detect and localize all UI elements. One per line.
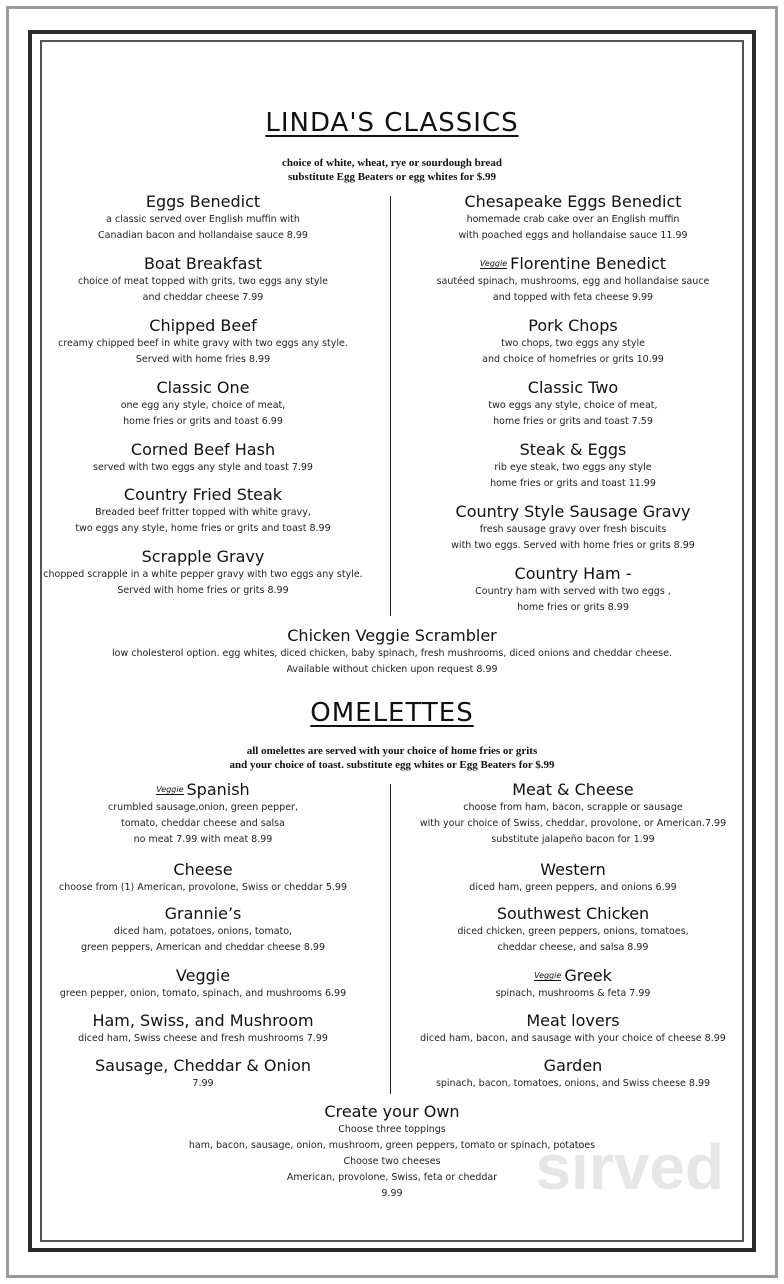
item-desc: cheddar cheese, and salsa 8.99 bbox=[497, 942, 649, 953]
item-name bbox=[408, 254, 738, 274]
item-name: Chicken Veggie Scrambler bbox=[287, 626, 497, 645]
menu-item bbox=[408, 192, 738, 244]
item-desc: home fries or grits and toast 6.99 bbox=[123, 416, 283, 427]
omelettes-left-column bbox=[38, 780, 368, 1100]
item-name: Country Ham - bbox=[514, 564, 632, 583]
item-desc: spinach, mushrooms & feta 7.99 bbox=[495, 988, 651, 999]
item-desc: two chops, two eggs any style bbox=[501, 338, 645, 349]
item-desc: ham, bacon, sausage, onion, mushroom, green peppers, tomato or spinach, potatoes bbox=[188, 1140, 596, 1151]
item-desc: two eggs any style, home fries or grits and toast 8.99 bbox=[75, 523, 331, 534]
item-name-text: Florentine Benedict bbox=[510, 254, 667, 273]
item-desc: and choice of homefries or grits 10.99 bbox=[482, 354, 664, 365]
item-name: Ham, Swiss, and Mushroom bbox=[92, 1011, 314, 1030]
item-desc: served with two eggs any style and toast 7.99 bbox=[93, 462, 313, 473]
item-name: Boat Breakfast bbox=[143, 254, 263, 273]
item-desc: home fries or grits and toast 11.99 bbox=[490, 478, 656, 489]
veggie-badge: Veggie bbox=[156, 785, 184, 794]
menu-item bbox=[38, 316, 368, 368]
menu-item bbox=[38, 966, 368, 1002]
classics-right-column bbox=[408, 192, 738, 612]
menu-item bbox=[38, 1011, 368, 1047]
menu-item bbox=[38, 860, 368, 896]
item-desc: creamy chipped beef in white gravy with two eggs any style. bbox=[58, 338, 348, 349]
item-name-text: Spanish bbox=[186, 780, 250, 799]
item-name: Eggs Benedict bbox=[145, 192, 261, 211]
menu-item bbox=[38, 904, 368, 956]
item-desc: sautéed spinach, mushrooms, egg and hollandaise sauce bbox=[436, 276, 710, 287]
menu-item bbox=[408, 1056, 738, 1092]
menu-item bbox=[408, 860, 738, 896]
item-name: Steak & Eggs bbox=[519, 440, 627, 459]
item-desc: Served with home fries or grits 8.99 bbox=[117, 585, 289, 596]
omelettes-title: OMELETTES bbox=[310, 698, 474, 728]
item-desc: Breaded beef fritter topped with white gravy, bbox=[95, 507, 311, 518]
item-desc: tomato, cheddar cheese and salsa bbox=[121, 818, 285, 829]
menu-item bbox=[408, 254, 738, 306]
item-name-text: Greek bbox=[564, 966, 612, 985]
item-desc: American, provolone, Swiss, feta or cheddar bbox=[286, 1172, 498, 1183]
item-desc: with poached eggs and hollandaise sauce 11.99 bbox=[458, 230, 688, 241]
menu-item bbox=[408, 904, 738, 956]
menu-item bbox=[408, 378, 738, 430]
item-name: Garden bbox=[543, 1056, 603, 1075]
item-name: Country Fried Steak bbox=[123, 485, 283, 504]
item-desc: chopped scrapple in a white pepper gravy with two eggs any style. bbox=[43, 569, 363, 580]
item-name bbox=[38, 780, 368, 800]
classics-title: LINDA'S CLASSICS bbox=[265, 108, 519, 138]
item-desc: and topped with feta cheese 9.99 bbox=[492, 292, 654, 303]
item-desc: Canadian bacon and hollandaise sauce 8.99 bbox=[98, 230, 308, 241]
item-name: Sausage, Cheddar & Onion bbox=[94, 1056, 312, 1075]
item-desc: and cheddar cheese 7.99 bbox=[142, 292, 264, 303]
item-name: Western bbox=[540, 860, 606, 879]
item-name: Scrapple Gravy bbox=[141, 547, 265, 566]
veggie-badge: Veggie bbox=[479, 259, 508, 268]
item-desc: with two eggs. Served with home fries or grits 8.99 bbox=[451, 540, 695, 551]
item-desc: green pepper, onion, tomato, spinach, and mushrooms 6.99 bbox=[59, 988, 347, 999]
item-name: Country Style Sausage Gravy bbox=[455, 502, 691, 521]
item-desc: green peppers, American and cheddar cheese 8.99 bbox=[80, 942, 326, 953]
classics-divider bbox=[390, 196, 391, 616]
menu-item bbox=[408, 502, 738, 554]
item-desc: crumbled sausage,onion, green pepper, bbox=[108, 802, 298, 813]
item-name: Corned Beef Hash bbox=[130, 440, 276, 459]
menu-item bbox=[38, 780, 368, 848]
item-name: Cheese bbox=[173, 860, 233, 879]
item-desc: Country ham with served with two eggs , bbox=[475, 586, 671, 597]
item-name: Veggie bbox=[175, 966, 231, 985]
item-name: Classic Two bbox=[527, 378, 619, 397]
menu-item bbox=[38, 192, 368, 244]
item-name: Meat & Cheese bbox=[512, 780, 634, 799]
menu-item bbox=[408, 564, 738, 616]
classics-intro-1: choice of white, wheat, rye or sourdough bread bbox=[282, 157, 502, 169]
menu-item bbox=[408, 966, 738, 1002]
item-desc: fresh sausage gravy over fresh biscuits bbox=[479, 524, 667, 535]
item-desc: diced ham, Swiss cheese and fresh mushrooms 7.99 bbox=[78, 1033, 328, 1044]
item-desc: Choose three toppings bbox=[338, 1124, 446, 1135]
menu-item bbox=[38, 254, 368, 306]
item-desc: diced ham, potatoes, onions, tomato, bbox=[113, 926, 293, 937]
item-desc: low cholesterol option. egg whites, diced chicken, baby spinach, fresh mushrooms, diced onions and cheddar cheese. bbox=[112, 648, 672, 659]
menu-item bbox=[38, 547, 368, 599]
item-desc: a classic served over English muffin with bbox=[106, 214, 300, 225]
item-desc: one egg any style, choice of meat, bbox=[120, 400, 286, 411]
item-desc: rib eye steak, two eggs any style bbox=[494, 462, 652, 473]
menu-item bbox=[408, 1011, 738, 1047]
item-desc: diced chicken, green peppers, onions, tomatoes, bbox=[457, 926, 689, 937]
item-desc: Available without chicken upon request 8.99 bbox=[286, 664, 498, 675]
item-desc: diced ham, green peppers, and onions 6.99 bbox=[469, 882, 677, 893]
item-name: Chipped Beef bbox=[149, 316, 257, 335]
item-name: Meat lovers bbox=[526, 1011, 620, 1030]
classics-left-column bbox=[38, 192, 368, 612]
item-desc: Served with home fries 8.99 bbox=[135, 354, 271, 365]
veggie-badge: Veggie bbox=[534, 971, 562, 980]
item-name bbox=[408, 966, 738, 986]
omelettes-intro-1: all omelettes are served with your choice of home fries or grits bbox=[246, 745, 538, 757]
create-your-own bbox=[0, 1102, 784, 1202]
item-desc: Choose two cheeses bbox=[343, 1156, 441, 1167]
menu-item bbox=[408, 780, 738, 848]
item-desc: two eggs any style, choice of meat, bbox=[488, 400, 658, 411]
item-desc: 7.99 bbox=[192, 1078, 214, 1089]
item-name: Pork Chops bbox=[528, 316, 618, 335]
item-desc: choose from (1) American, provolone, Swiss or cheddar 5.99 bbox=[58, 882, 347, 893]
item-desc: with your choice of Swiss, cheddar, provolone, or American.7.99 bbox=[419, 818, 727, 829]
menu-item bbox=[38, 440, 368, 476]
omelettes-right-column bbox=[408, 780, 738, 1100]
menu-item bbox=[408, 440, 738, 492]
item-desc: home fries or grits and toast 7.59 bbox=[493, 416, 653, 427]
omelettes-divider bbox=[390, 784, 391, 1094]
item-desc: homemade crab cake over an English muffin bbox=[466, 214, 680, 225]
item-desc: choice of meat topped with grits, two eggs any style bbox=[77, 276, 329, 287]
menu-item bbox=[408, 316, 738, 368]
omelettes-intro-2: and your choice of toast. substitute egg whites or Egg Beaters for $.99 bbox=[229, 759, 555, 771]
menu-item bbox=[38, 485, 368, 537]
item-name: Create your Own bbox=[324, 1102, 460, 1121]
item-desc: choose from ham, bacon, scrapple or sausage bbox=[463, 802, 683, 813]
item-name: Chesapeake Eggs Benedict bbox=[464, 192, 682, 211]
menu-item bbox=[38, 1056, 368, 1092]
item-desc: no meat 7.99 with meat 8.99 bbox=[133, 834, 273, 845]
item-desc: 9.99 bbox=[381, 1188, 403, 1199]
item-name: Classic One bbox=[156, 378, 250, 397]
menu-item bbox=[38, 378, 368, 430]
item-name: Southwest Chicken bbox=[496, 904, 650, 923]
item-name: Grannie’s bbox=[164, 904, 242, 923]
item-desc: spinach, bacon, tomatoes, onions, and Swiss cheese 8.99 bbox=[435, 1078, 711, 1089]
chicken-veggie-scrambler bbox=[0, 626, 784, 678]
item-desc: diced ham, bacon, and sausage with your choice of cheese 8.99 bbox=[420, 1033, 726, 1044]
item-desc: home fries or grits 8.99 bbox=[517, 602, 629, 613]
sirved-watermark: sirved bbox=[535, 1131, 724, 1203]
classics-intro-2: substitute Egg Beaters or egg whites for $.99 bbox=[288, 171, 496, 183]
item-desc: substitute jalapeño bacon for 1.99 bbox=[491, 834, 655, 845]
